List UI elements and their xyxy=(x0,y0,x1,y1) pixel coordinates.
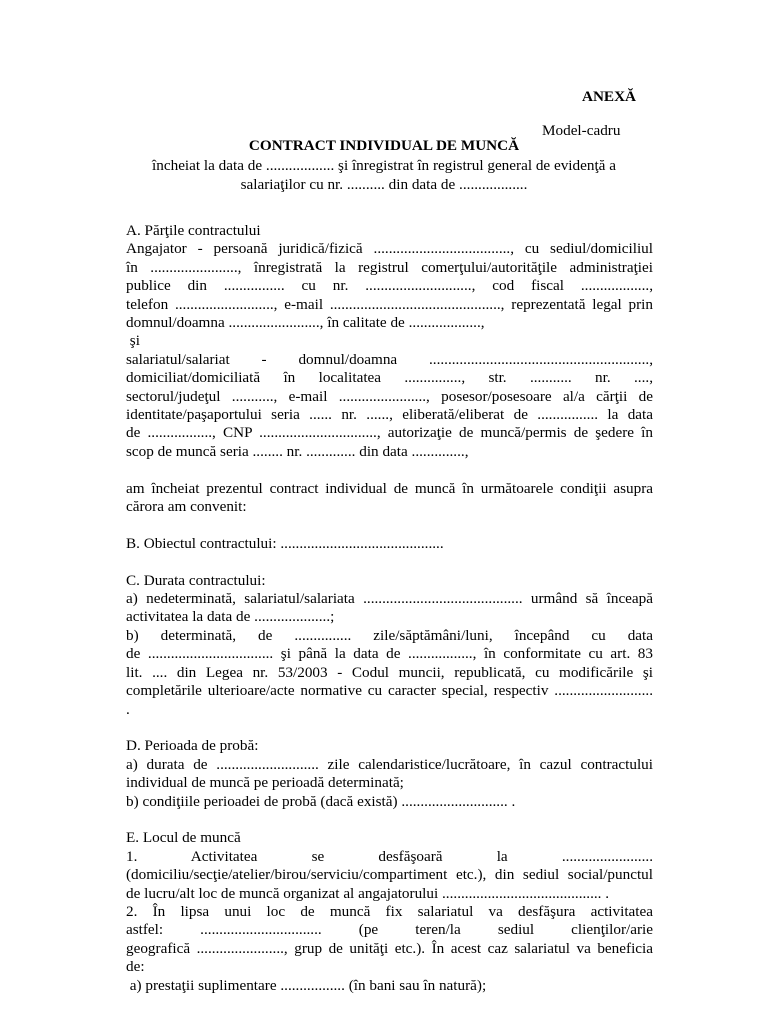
section-c-line: lit. .... din Legea nr. 53/2003 - Codul muncii, republicată, cu modificările şi xyxy=(126,663,653,681)
section-a-line: de ................., CNP ..............................., autorizaţie de muncă/permis de şedere în xyxy=(126,424,653,442)
section-a-line: sectorul/judeţul ..........., e-mail ......................., posesor/posesoare al/a cărţii de xyxy=(126,387,653,405)
agreement-line: cărora am convenit: xyxy=(126,498,247,516)
model-label: Model-cadru xyxy=(542,122,621,139)
section-e-heading: E. Locul de muncă xyxy=(126,829,241,847)
section-e-line: (domiciliu/secţie/atelier/birou/serviciu/compartiment etc.), din sediul social/punctul xyxy=(126,866,653,884)
section-b-heading: B. Obiectul contractului: ........................................... xyxy=(126,534,444,552)
section-a-line: publice din ................ cu nr. ............................, cod fiscal .................., xyxy=(126,277,653,295)
section-a-line: domiciliat/domiciliată în localitatea ..............., str. ........... nr. ...., xyxy=(126,369,653,387)
section-e-line: 1. Activitatea se desfăşoară la ........................ xyxy=(126,847,653,865)
section-a-line: scop de muncă seria ........ nr. ............. din data .............., xyxy=(126,442,469,460)
subtitle-line: încheiat la data de .................. şi înregistrat în registrul general de evidenţă a xyxy=(152,157,616,174)
section-c-line: activitatea la data de ....................; xyxy=(126,608,335,626)
section-a-line: Angajator - persoană juridică/fizică ...................................., cu sediul/domiciliul xyxy=(126,240,653,258)
subtitle-line: salariaţilor cu nr. .......... din data de .................. xyxy=(240,176,528,193)
section-d-line: individual de muncă pe perioadă determinată; xyxy=(126,774,404,792)
section-c-line: de ................................. şi până la data de ................., în conformitate cu art. 83 xyxy=(126,645,653,663)
section-e-line: astfel: ................................ (pe teren/la sediul clienţilor/arie xyxy=(126,921,653,939)
section-c-line: completările ulterioare/acte normative cu caracter special, respectiv .......................... xyxy=(126,682,653,700)
contract-subtitle xyxy=(0,156,768,194)
annex-label: ANEXĂ xyxy=(582,88,637,105)
section-a-line: telefon .........................., e-mail ............................................., reprezentată legal prin xyxy=(126,295,653,313)
section-c-line: a) nedeterminată, salariatul/salariata .......................................... urmând să înceapă xyxy=(126,590,653,608)
section-a-line: domnul/doamna ........................, în calitate de ..................., xyxy=(126,314,485,332)
section-c-heading: C. Durata contractului: xyxy=(126,571,266,589)
section-e-line: de lucru/alt loc de muncă organizat al angajatorului .......................................... . xyxy=(126,884,610,902)
contract-body xyxy=(126,222,653,995)
contract-title: CONTRACT INDIVIDUAL DE MUNCĂ xyxy=(248,137,520,154)
section-a-line: salariatul/salariat - domnul/doamna .........................................................., xyxy=(126,350,653,368)
section-c-line: . xyxy=(126,700,130,718)
section-a-heading: A. Părţile contractului xyxy=(126,222,261,239)
section-a-line: şi xyxy=(126,332,140,350)
spacer xyxy=(126,553,653,571)
section-e-line: de: xyxy=(126,958,145,976)
section-d-line: b) condiţiile perioadei de probă (dacă există) ............................ . xyxy=(126,792,516,810)
spacer xyxy=(126,461,653,479)
section-e-line: 2. În lipsa unui loc de muncă fix salariatul va desfăşura activitatea xyxy=(126,902,653,920)
section-c-line: b) determinată, de ............... zile/săptămâni/luni, începând cu data xyxy=(126,626,653,644)
section-a-line: în ......................., înregistrată la registrul comerţului/autorităţile administraţiei xyxy=(126,258,653,276)
section-e-line: a) prestaţii suplimentare ................. (în bani sau în natură); xyxy=(126,976,487,994)
section-e-line: geografică ......................., grup de unităţi etc.). În acest caz salariatul va beneficia xyxy=(126,939,653,957)
agreement-line: am încheiat prezentul contract individual de muncă în următoarele condiţii asupra xyxy=(126,479,653,497)
spacer xyxy=(126,516,653,534)
section-a-line: identitate/paşaportului seria ...... nr. ......, eliberată/eliberat de ................ la data xyxy=(126,406,653,424)
section-d-line: a) durata de ........................... zile calendaristice/lucrătoare, în cazul contractului xyxy=(126,755,653,773)
spacer xyxy=(126,719,653,737)
section-d-heading: D. Perioada de probă: xyxy=(126,737,259,755)
spacer xyxy=(126,811,653,829)
